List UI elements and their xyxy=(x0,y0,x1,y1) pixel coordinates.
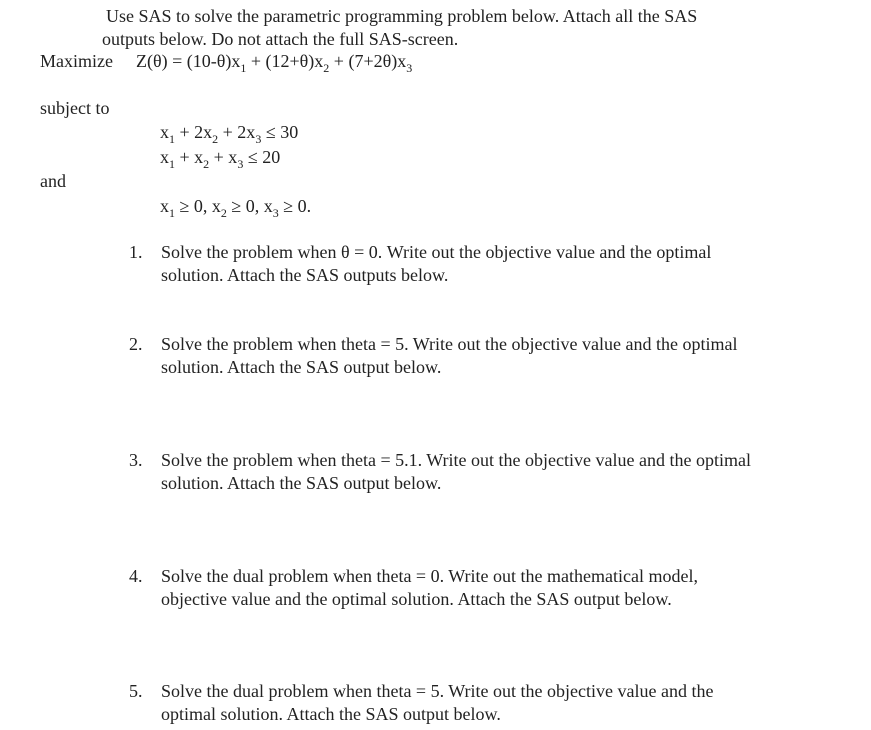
instructions-paragraph xyxy=(102,5,697,51)
instructions-line-1: Use SAS to solve the parametric programming problem below. Attach all the SAS xyxy=(106,6,698,26)
question-text-line-1: Solve the problem when theta = 5. Write out the objective value and the optimal xyxy=(161,334,738,354)
question-text-line-2: solution. Attach the SAS output below. xyxy=(161,473,442,493)
and-label: and xyxy=(40,171,66,191)
question-text-line-1: Solve the dual problem when theta = 5. Write out the objective value and the xyxy=(161,681,714,701)
question-number: 4. xyxy=(129,566,143,586)
question-number: 3. xyxy=(129,450,143,470)
constraint-1: $x_1 + 2x_2 + 2x_3 \le 30$ xyxy=(160,122,299,146)
question-text-line-2: solution. Attach the SAS outputs below. xyxy=(161,265,449,285)
question-number: 2. xyxy=(129,334,143,354)
question-text-line-1: Solve the problem when θ = 0. Write out the objective value and the optimal xyxy=(161,242,712,262)
question-text-line-1: Solve the problem when theta = 5.1. Write out the objective value and the optimal xyxy=(161,450,751,470)
question-number: 5. xyxy=(129,681,143,701)
question-text-line-2: optimal solution. Attach the SAS output below. xyxy=(161,704,501,724)
question-text-line-1: Solve the dual problem when theta = 0. Write out the mathematical model, xyxy=(161,566,698,586)
question-text-line-2: objective value and the optimal solution. Attach the SAS output below. xyxy=(161,589,672,609)
question-text-line-2: solution. Attach the SAS output below. xyxy=(161,357,442,377)
question-number: 1. xyxy=(129,242,143,262)
instructions-line-2: outputs below. Do not attach the full SAS-screen. xyxy=(102,29,459,49)
objective-function: Maximize $Z(\theta) = (10-\theta)x_1 + (12+\theta)x_2 + (7+2\theta)x_3$ xyxy=(40,51,413,75)
maximize-label: Maximize xyxy=(40,51,113,71)
subject-to-label: subject to xyxy=(40,98,110,118)
objective-z: Z(θ) = xyxy=(136,51,187,71)
nonnegativity-constraints: $x_1 \ge 0$, $x_2 \ge 0$, $x_3 \ge 0$. xyxy=(160,196,312,220)
constraint-2: $x_1 + x_2 + x_3 \le 20$ xyxy=(160,147,281,171)
